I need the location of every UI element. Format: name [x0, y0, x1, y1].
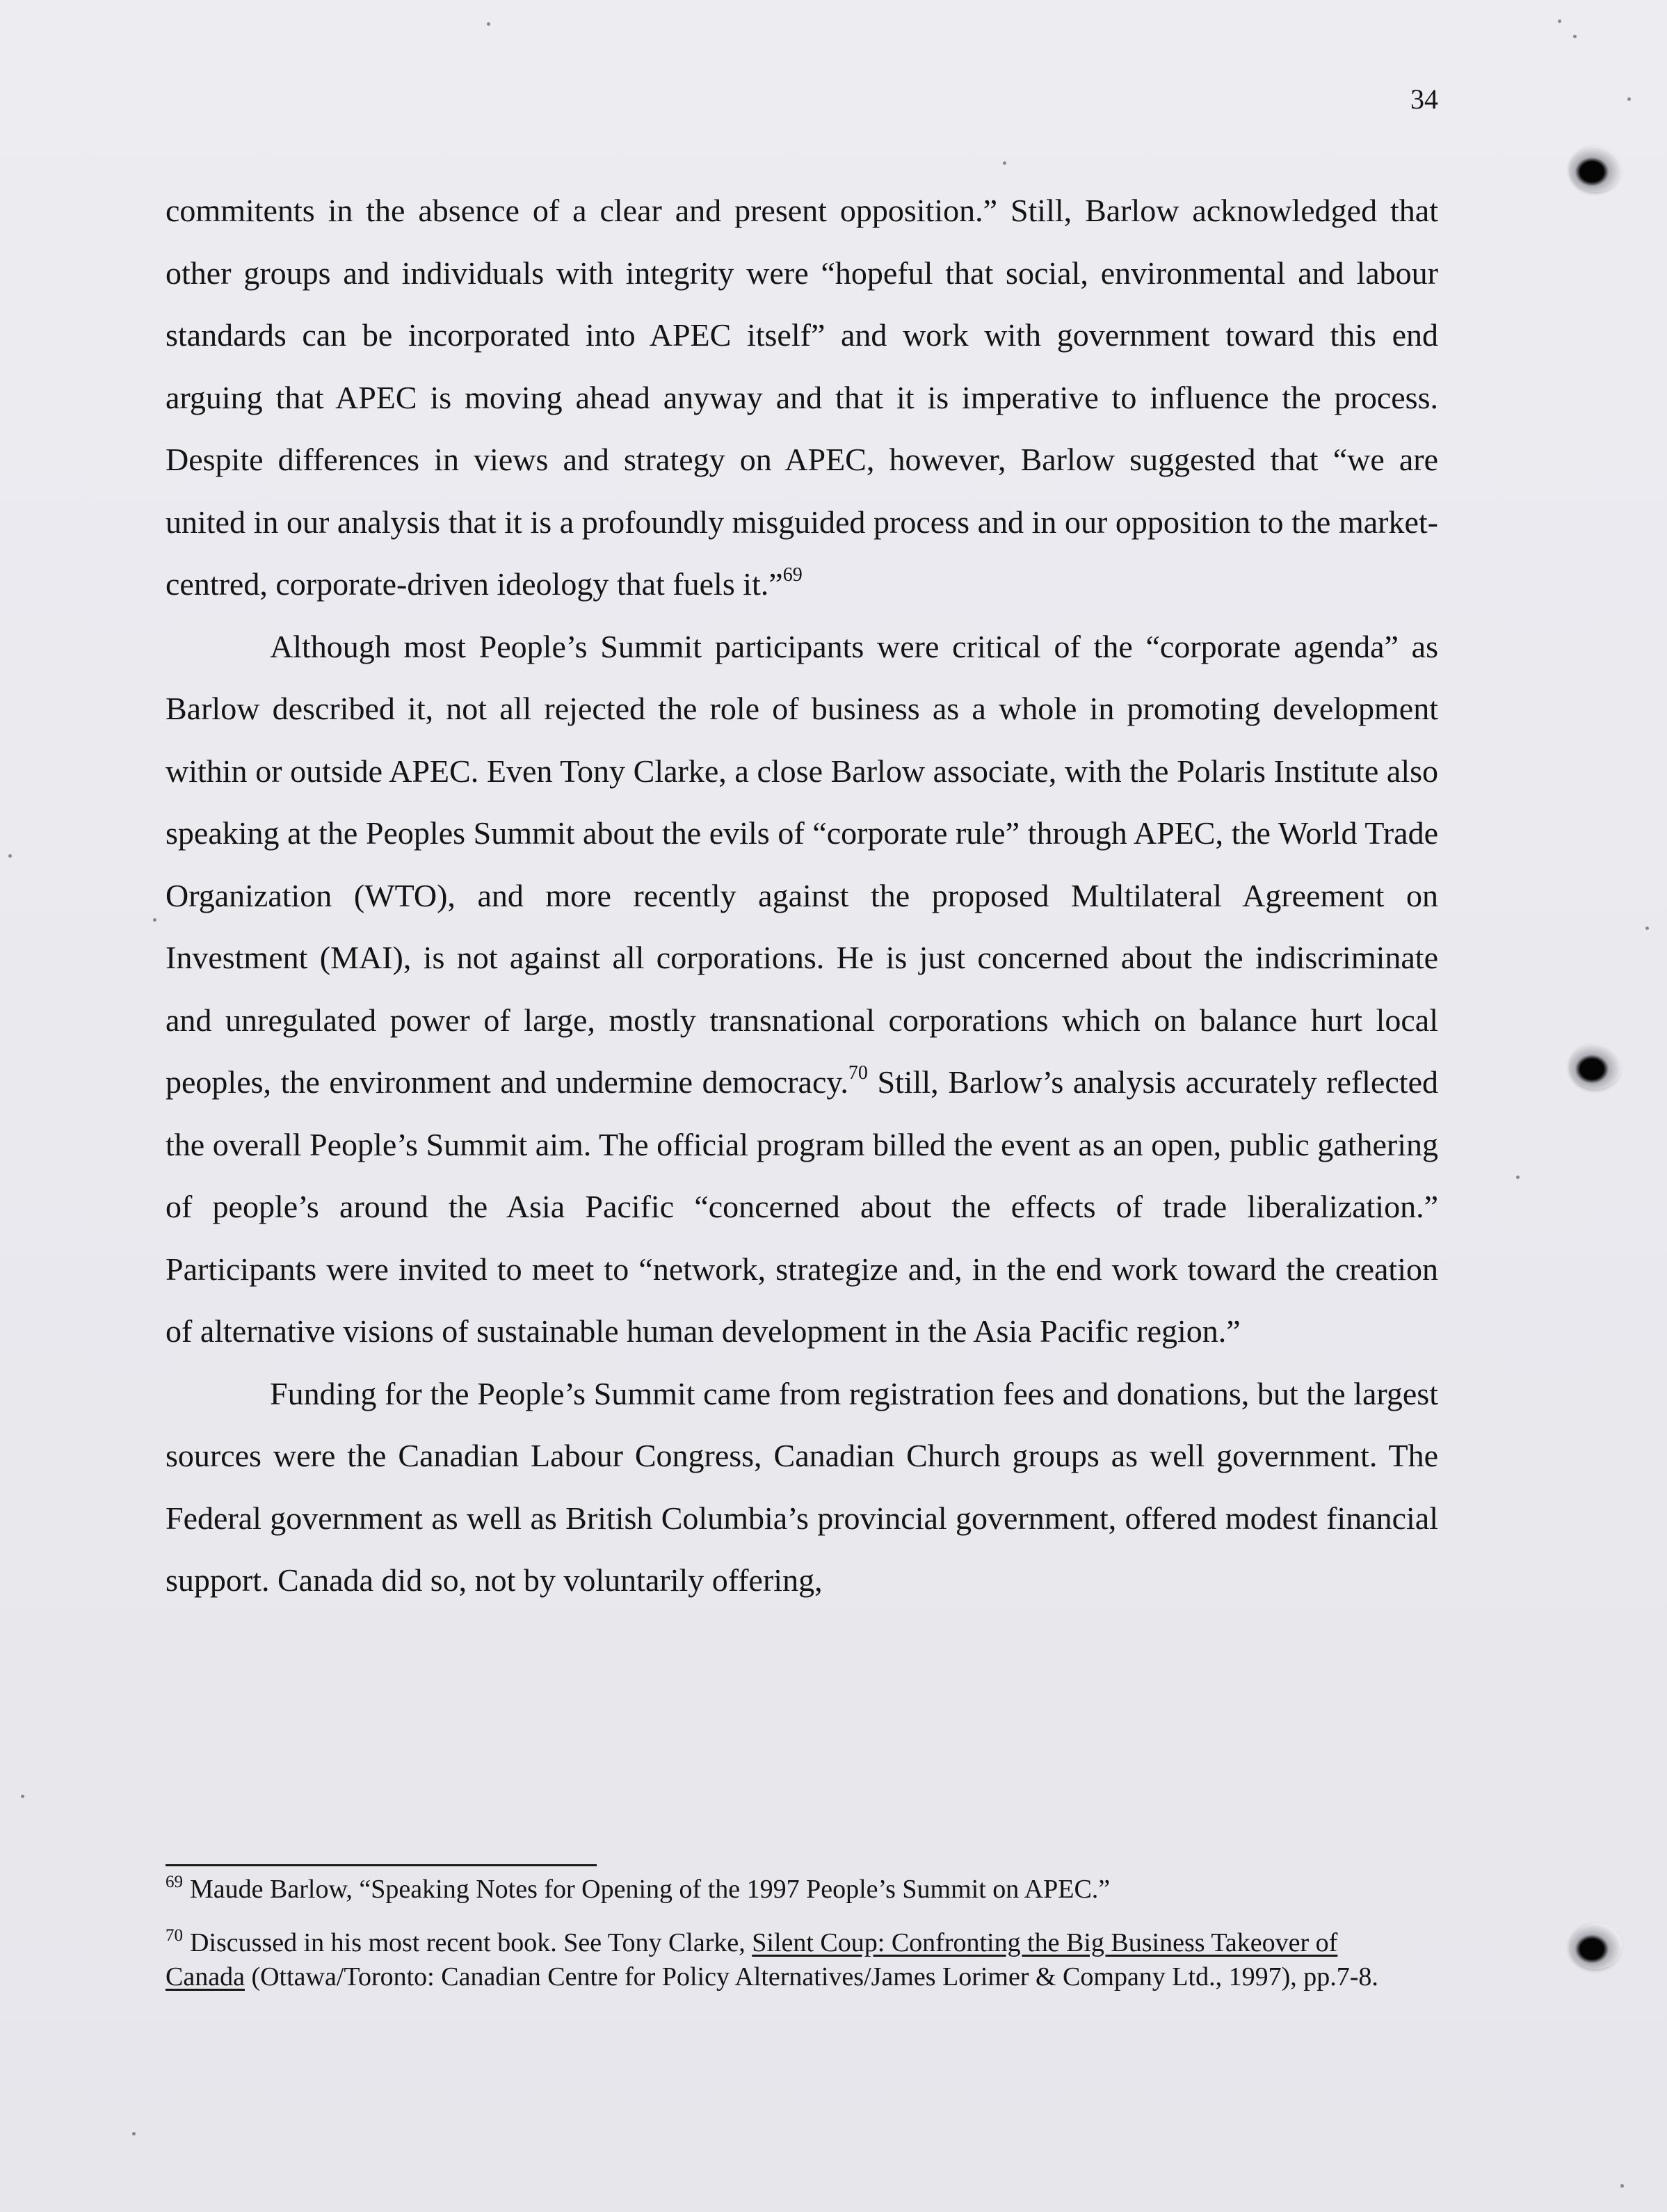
paragraph [166, 616, 1438, 1363]
scan-speck [21, 1795, 24, 1798]
punch-hole [1570, 1923, 1622, 1969]
paragraph-text: commitents in the absence of a clear and present opposition.” Still, Barlow acknowledged that other groups and individuals with integrity were “hopeful that social, environmental and labour standards can be incorporated into APEC itself” and work with government toward this end arguing that APEC is moving ahead anyway and that it is imperative to influence the process. Despite differences in views and strategy on APEC, however, Barlow suggested that “we are united in our analysis that it is a profoundly misguided process and in our opposition to the market-centred, corporate-driven ideology that fuels it.” [166, 193, 1438, 602]
scan-speck [487, 22, 490, 26]
scan-speck [1516, 1176, 1520, 1179]
scan-speck [1627, 97, 1631, 101]
scan-speck [1003, 161, 1006, 165]
scan-speck [153, 918, 156, 922]
footnote-ref: 69 [782, 564, 803, 586]
footnote-text: (Ottawa/Toronto: Canadian Centre for Policy Alternatives/James Lorimer & Company Ltd., 1997), pp.7-8. [244, 1962, 1378, 1991]
scan-speck [8, 854, 12, 858]
footnotes [166, 1873, 1417, 2014]
paragraph-text: Still, Barlow’s analysis accurately reflected the overall People’s Summit aim. The official program billed the event as an open, public gathering of people’s around the Asia Pacific “concerned about the effects of trade liberalization.” Participants were invited to meet to “network, strategize and, in the end work toward the creation of alternative visions of sustainable human development in the Asia Pacific region.” [166, 1064, 1438, 1349]
footnote [166, 1926, 1417, 1994]
footnote-number: 69 [166, 1873, 183, 1891]
punch-hole [1570, 1043, 1622, 1089]
scan-speck [1645, 927, 1649, 930]
paragraph [166, 179, 1438, 616]
punch-hole [1570, 146, 1622, 192]
footnote-ref: 70 [848, 1062, 868, 1084]
footnote-number: 70 [166, 1926, 183, 1945]
body-text [166, 179, 1438, 1612]
footnote-divider [166, 1864, 597, 1866]
paragraph-text: Although most People’s Summit participants were critical of the “corporate agenda” as Barlow described it, not all rejected the role of business as a whole in promoting development within or outside APEC. Even Tony Clarke, a close Barlow associate, with the Polaris Institute also speaking at the Peoples Summit about the evils of “corporate rule” through APEC, the World Trade Organization (WTO), and more recently against the proposed Multilateral Agreement on Investment (MAI), is not against all corporations. He is just concerned about the indiscriminate and unregulated power of large, mostly transnational corporations which on balance hurt local peoples, the environment and undermine democracy. [166, 628, 1438, 1100]
footnote-text: Maude Barlow, “Speaking Notes for Opening of the 1997 People’s Summit on APEC.” [190, 1875, 1111, 1904]
scan-speck [1558, 19, 1561, 23]
scan-speck [132, 2132, 136, 2135]
underlined-title: Silent Coup: Confronting the Big Business Takeover of Canada [166, 1928, 1338, 1991]
footnote [166, 1873, 1417, 1907]
scan-speck [1573, 35, 1577, 38]
scan-speck [1620, 2184, 1624, 2188]
paragraph-text: Funding for the People’s Summit came from registration fees and donations, but the largest sources were the Canadian Labour Congress, Canadian Church groups as well government. The Federal government as well as British Columbia’s provincial government, offered modest financial support. Canada did so, not by voluntarily offering, [166, 1375, 1438, 1598]
page-number: 34 [1410, 83, 1438, 115]
paragraph [166, 1363, 1438, 1612]
footnote-text: Discussed in his most recent book. See Tony Clarke, [190, 1928, 752, 1957]
